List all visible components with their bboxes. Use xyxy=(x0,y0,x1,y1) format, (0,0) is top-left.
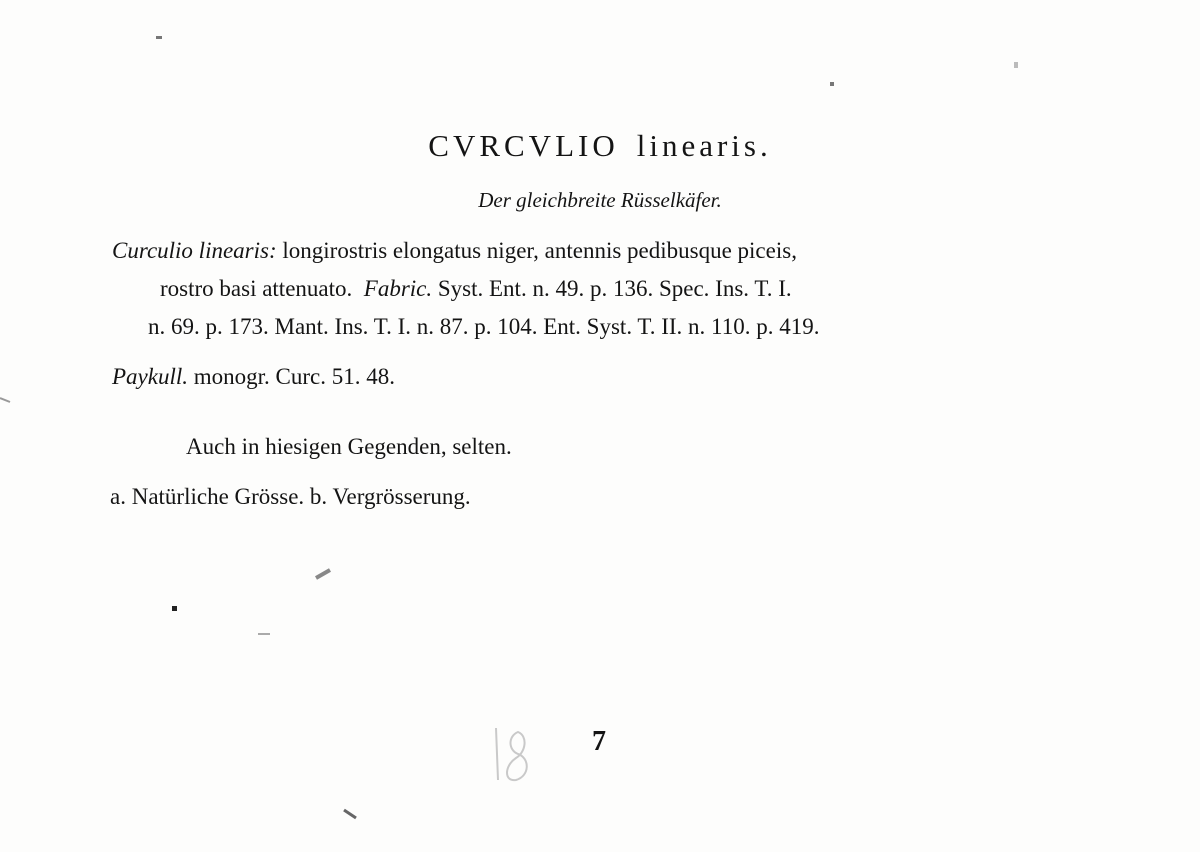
diagnosis-text: longirostris elongatus niger, antennis pedibusque piceis, xyxy=(282,238,797,263)
diagnosis-continuation: rostro basi attenuato. xyxy=(160,276,353,301)
author-fabricius: Fabric. xyxy=(363,276,433,301)
citation-fabricius: Syst. Ent. n. 49. p. 136. Spec. Ins. T. I. xyxy=(437,276,792,301)
habitat-note: Auch in hiesigen Gegenden, selten. xyxy=(186,434,512,459)
author-paykull: Paykull. xyxy=(112,364,188,389)
species-name: Curculio linearis: xyxy=(112,238,277,263)
title-species: linearis. xyxy=(636,128,772,163)
description-line-3: n. 69. p. 173. Mant. Ins. T. I. n. 87. p. 104. Ent. Syst. T. II. n. 110. p. 419. xyxy=(148,314,820,339)
page-number: 7 xyxy=(592,726,606,757)
figure-legend: a. Natürliche Grösse. b. Vergrösserung. xyxy=(110,484,471,509)
page-subtitle: Der gleichbreite Rüsselkäfer. xyxy=(478,188,722,212)
title-genus: CVRCVLIO xyxy=(428,128,619,163)
citation-paykull: monogr. Curc. 51. 48. xyxy=(193,364,395,389)
